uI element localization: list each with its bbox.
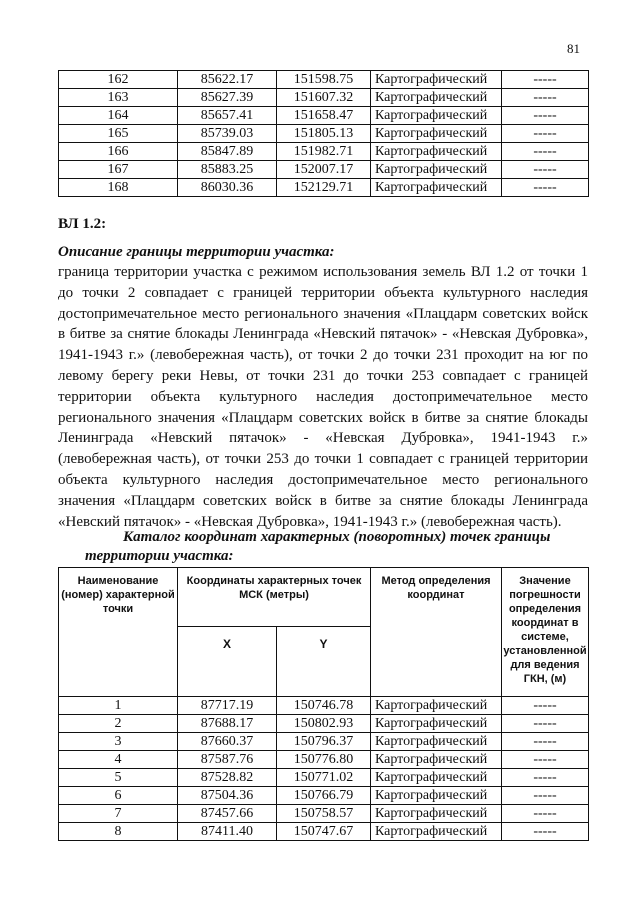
- table-row: [59, 143, 589, 161]
- table-row: [59, 715, 589, 733]
- catalog-caption-line2: территории участка:: [85, 548, 234, 564]
- y-cell: 151658.47: [277, 107, 371, 125]
- page-number: 81: [567, 41, 580, 56]
- y-cell: 151982.71: [277, 143, 371, 161]
- method-cell: Картографический: [371, 125, 502, 143]
- accuracy-cell: -----: [502, 751, 589, 769]
- method-cell: Картографический: [371, 143, 502, 161]
- point-number-cell: 164: [59, 107, 178, 125]
- table-row: [59, 751, 589, 769]
- header-method: Метод определения координат: [371, 568, 502, 697]
- y-cell: 152007.17: [277, 161, 371, 179]
- point-number-cell: 165: [59, 125, 178, 143]
- y-cell: 150758.57: [277, 805, 371, 823]
- accuracy-cell: -----: [502, 823, 589, 841]
- accuracy-cell: -----: [502, 161, 589, 179]
- method-cell: Картографический: [371, 805, 502, 823]
- method-cell: Картографический: [371, 733, 502, 751]
- coordinates-catalog-table: [58, 567, 589, 841]
- table-row: [59, 179, 589, 197]
- point-number-cell: 163: [59, 89, 178, 107]
- header-point: Наименование (номер) характерной точки: [59, 568, 178, 697]
- x-cell: 87528.82: [178, 769, 277, 787]
- accuracy-cell: -----: [502, 143, 589, 161]
- description-heading: Описание границы территории участка:: [58, 244, 335, 260]
- method-cell: Картографический: [371, 697, 502, 715]
- method-cell: Картографический: [371, 161, 502, 179]
- point-number-cell: 4: [59, 751, 178, 769]
- table-row: [59, 823, 589, 841]
- accuracy-cell: -----: [502, 89, 589, 107]
- section-title: ВЛ 1.2:: [58, 216, 107, 232]
- x-cell: 85739.03: [178, 125, 277, 143]
- table-row: [59, 71, 589, 89]
- accuracy-cell: -----: [502, 715, 589, 733]
- x-cell: 87411.40: [178, 823, 277, 841]
- y-cell: 150747.67: [277, 823, 371, 841]
- method-cell: Картографический: [371, 769, 502, 787]
- header-coords: Координаты характерных точек МСК (метры): [178, 568, 371, 627]
- point-number-cell: 168: [59, 179, 178, 197]
- accuracy-cell: -----: [502, 125, 589, 143]
- accuracy-cell: -----: [502, 805, 589, 823]
- y-cell: 150802.93: [277, 715, 371, 733]
- table-row: [59, 125, 589, 143]
- accuracy-cell: -----: [502, 179, 589, 197]
- y-cell: 150746.78: [277, 697, 371, 715]
- description-text: граница территории участка с режимом использования земель ВЛ 1.2 от точки 1 до точки 2 совпадает с границей территории объекта культурного наследия достопримечательное место регионального значения «Плацдарм советских войск в битве за снятие блокады Ленинграда «Невский пятачок» - «Невская Дубровка», 1941-1943 г.» (левобережная часть), от точки 2 до точки 231 проходит на юг по левому берегу реки Невы, от точки 231 до точки 253 совпадает с границей территории объекта культурного наследия достопримечательное место регионального значения «Плацдарм советских войск в битве за снятие блокады Ленинграда «Невский пятачок» - «Невская Дубровка», 1941-1943 г.» (левобережная часть), от точки 253 до точки 1 совпадает с границей территории объекта культурного наследия достопримечательное место регионального значения «Плацдарм советских войск в битве за снятие блокады Ленинграда «Невский пятачок» - «Невская Дубровка», 1941-1943 г.» (левобережная часть).: [58, 264, 588, 530]
- y-cell: 152129.71: [277, 179, 371, 197]
- method-cell: Картографический: [371, 107, 502, 125]
- y-cell: 151607.32: [277, 89, 371, 107]
- point-number-cell: 6: [59, 787, 178, 805]
- table-row: [59, 787, 589, 805]
- point-number-cell: 2: [59, 715, 178, 733]
- point-number-cell: 166: [59, 143, 178, 161]
- x-cell: 87504.36: [178, 787, 277, 805]
- point-number-cell: 162: [59, 71, 178, 89]
- point-number-cell: 7: [59, 805, 178, 823]
- coordinates-table-continued: [58, 70, 589, 197]
- catalog-caption: [58, 528, 588, 566]
- y-cell: 150766.79: [277, 787, 371, 805]
- accuracy-cell: -----: [502, 71, 589, 89]
- y-cell: 150796.37: [277, 733, 371, 751]
- table-row: [59, 107, 589, 125]
- method-cell: Картографический: [371, 89, 502, 107]
- x-cell: 87660.37: [178, 733, 277, 751]
- x-cell: 85627.39: [178, 89, 277, 107]
- y-cell: 151805.13: [277, 125, 371, 143]
- x-cell: 87717.19: [178, 697, 277, 715]
- table-row: [59, 89, 589, 107]
- header-y: Y: [277, 627, 371, 697]
- point-number-cell: 3: [59, 733, 178, 751]
- x-cell: 87688.17: [178, 715, 277, 733]
- method-cell: Картографический: [371, 787, 502, 805]
- x-cell: 85883.25: [178, 161, 277, 179]
- x-cell: 85622.17: [178, 71, 277, 89]
- table-row: [59, 161, 589, 179]
- x-cell: 87457.66: [178, 805, 277, 823]
- accuracy-cell: -----: [502, 697, 589, 715]
- x-cell: 85847.89: [178, 143, 277, 161]
- x-cell: 85657.41: [178, 107, 277, 125]
- catalog-caption-line1: Каталог координат характерных (поворотных) точек границы: [123, 529, 551, 545]
- table-row: [59, 769, 589, 787]
- table-row: [59, 697, 589, 715]
- method-cell: Картографический: [371, 179, 502, 197]
- method-cell: Картографический: [371, 715, 502, 733]
- method-cell: Картографический: [371, 823, 502, 841]
- point-number-cell: 8: [59, 823, 178, 841]
- accuracy-cell: -----: [502, 787, 589, 805]
- accuracy-cell: -----: [502, 733, 589, 751]
- table-row: [59, 733, 589, 751]
- method-cell: Картографический: [371, 71, 502, 89]
- x-cell: 87587.76: [178, 751, 277, 769]
- accuracy-cell: -----: [502, 769, 589, 787]
- y-cell: 150771.02: [277, 769, 371, 787]
- table-row: [59, 805, 589, 823]
- method-cell: Картографический: [371, 751, 502, 769]
- y-cell: 151598.75: [277, 71, 371, 89]
- point-number-cell: 1: [59, 697, 178, 715]
- accuracy-cell: -----: [502, 107, 589, 125]
- y-cell: 150776.80: [277, 751, 371, 769]
- x-cell: 86030.36: [178, 179, 277, 197]
- header-accuracy: Значение погрешности определения координат в системе, установленной для ведения ГКН, (м): [502, 568, 589, 697]
- header-x: X: [178, 627, 277, 697]
- point-number-cell: 5: [59, 769, 178, 787]
- point-number-cell: 167: [59, 161, 178, 179]
